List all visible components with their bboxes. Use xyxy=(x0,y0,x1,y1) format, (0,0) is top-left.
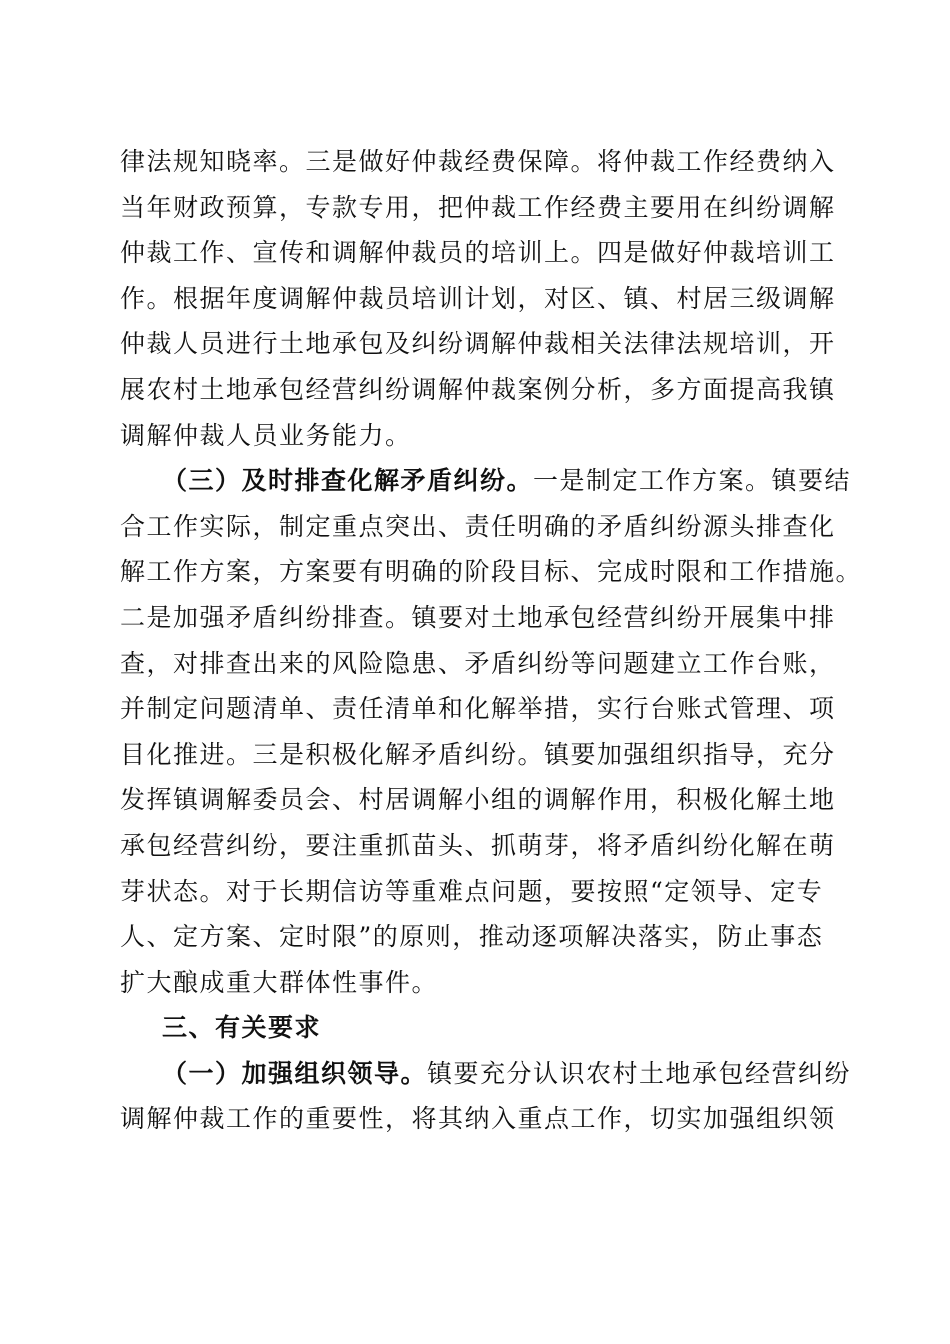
text-segment: 扩大酿成重大群体性事件。 xyxy=(120,967,439,997)
text-segment: 一是制定工作方案。镇要结 xyxy=(533,466,852,496)
text-line xyxy=(120,230,840,276)
text-line xyxy=(120,914,840,960)
text-segment: 芽状态。对于长期信访等重难点问题，要按照“定领导、定专 xyxy=(120,876,824,906)
text-line xyxy=(120,869,840,915)
text-segment: 合工作实际，制定重点突出、责任明确的矛盾纠纷源头排查化 xyxy=(120,511,836,541)
text-line xyxy=(120,321,840,367)
text-segment: 镇要充分认识农村土地承包经营纠纷 xyxy=(427,1058,852,1088)
text-line xyxy=(120,686,840,732)
section-heading-line xyxy=(120,458,852,504)
section-heading: 三、有关要求 xyxy=(162,1013,322,1043)
text-segment: 目化推进。三是积极化解矛盾纠纷。镇要加强组织指导，充分 xyxy=(120,739,836,769)
text-line xyxy=(120,960,840,1006)
section-heading-line xyxy=(120,1051,852,1097)
text-line xyxy=(120,185,840,231)
text-line xyxy=(120,1096,840,1142)
text-line xyxy=(120,823,840,869)
text-segment: 发挥镇调解委员会、村居调解小组的调解作用，积极化解土地 xyxy=(120,785,836,815)
text-segment: 人、定方案、定时限”的原则，推动逐项解决落实，防止事态 xyxy=(120,922,824,952)
text-segment: 律法规知晓率。三是做好仲裁经费保障。将仲裁工作经费纳入 xyxy=(120,147,836,176)
text-segment: 调解仲裁工作的重要性，将其纳入重点工作，切实加强组织领 xyxy=(120,1104,836,1134)
section-heading: （一）加强组织领导。 xyxy=(162,1058,428,1088)
text-line xyxy=(120,504,840,550)
text-segment: 仲裁人员进行土地承包及纠纷调解仲裁相关法律法规培训，开 xyxy=(120,329,836,359)
text-line xyxy=(120,367,840,413)
text-segment: 展农村土地承包经营纠纷调解仲裁案例分析，多方面提高我镇 xyxy=(120,374,836,404)
section-heading: （三）及时排查化解矛盾纠纷。 xyxy=(162,466,534,496)
text-line xyxy=(120,732,840,778)
text-segment: 作。根据年度调解仲裁员培训计划，对区、镇、村居三级调解 xyxy=(120,283,836,313)
text-segment: 调解仲裁人员业务能力。 xyxy=(120,420,412,450)
text-segment: 并制定问题清单、责任清单和化解举措，实行台账式管理、项 xyxy=(120,694,836,724)
text-line xyxy=(120,595,840,641)
text-segment: 查，对排查出来的风险隐患、矛盾纠纷等问题建立工作台账， xyxy=(120,648,836,678)
text-line xyxy=(120,413,840,459)
text-segment: 解工作方案，方案要有明确的阶段目标、完成时限和工作措施。 xyxy=(120,557,863,587)
text-line xyxy=(120,641,840,687)
text-segment: 二是加强矛盾纠纷排查。镇要对土地承包经营纠纷开展集中排 xyxy=(120,602,836,632)
text-line xyxy=(120,139,840,185)
text-line xyxy=(120,777,840,823)
text-segment: 仲裁工作、宣传和调解仲裁员的培训上。四是做好仲裁培训工 xyxy=(120,238,836,268)
text-segment: 承包经营纠纷，要注重抓苗头、抓萌芽，将矛盾纠纷化解在萌 xyxy=(120,830,836,860)
text-segment: 当年财政预算，专款专用，把仲裁工作经费主要用在纠纷调解 xyxy=(120,192,836,222)
text-line xyxy=(120,276,840,322)
document-body xyxy=(120,139,863,1142)
section-heading-line xyxy=(120,1005,840,1051)
text-line xyxy=(120,549,863,595)
